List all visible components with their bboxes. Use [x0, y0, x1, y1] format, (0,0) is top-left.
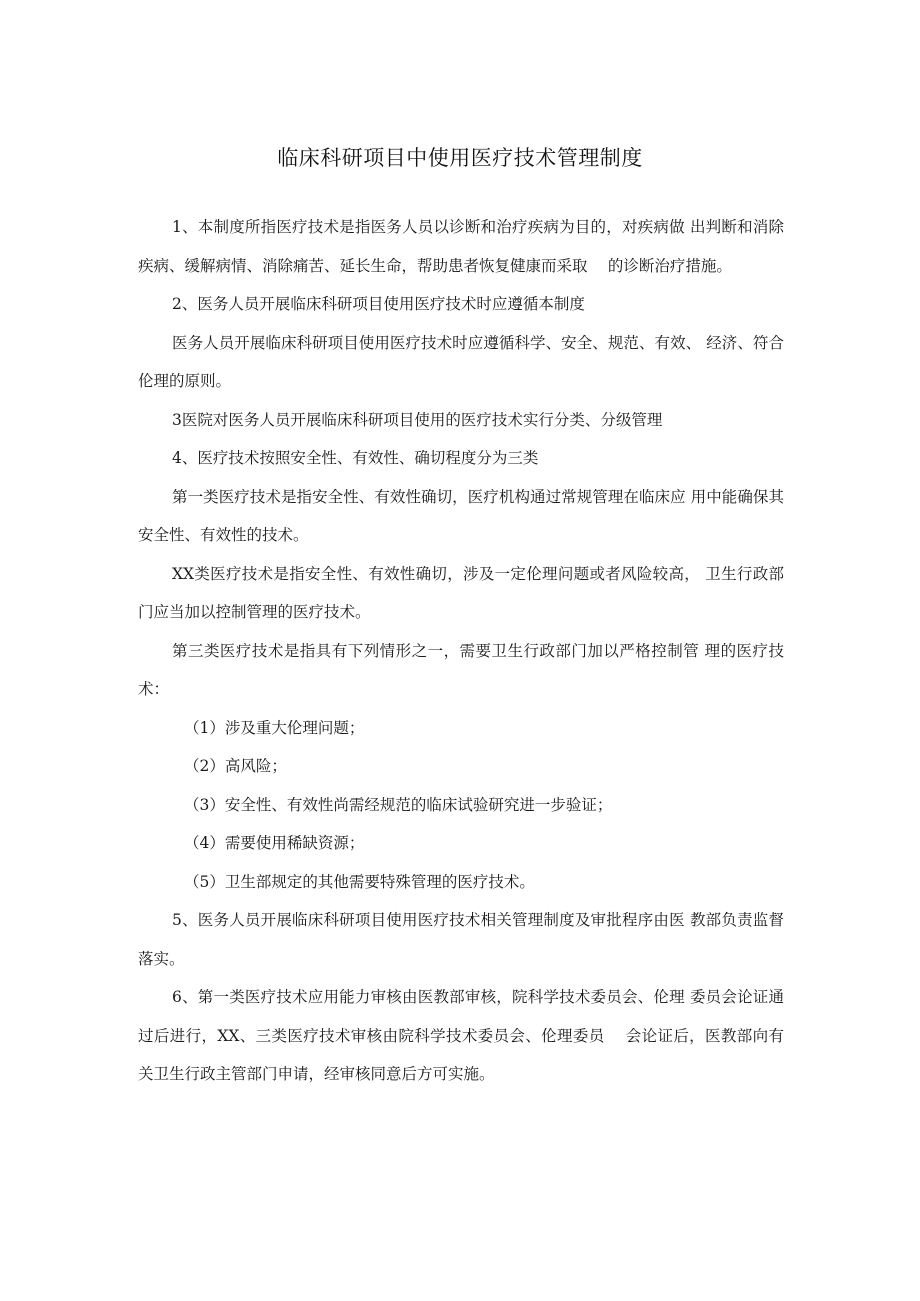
document-body: [138, 208, 784, 1094]
paragraph-principles: 医务人员开展临床科研项目使用医疗技术时应遵循科学、安全、规范、有效、 经济、符合伦理的原则。: [138, 333, 784, 390]
paragraph-rule-2: 2、医务人员开展临床科研项目使用医疗技术时应遵循本制度: [172, 295, 585, 313]
paragraph-class-2: XX类医疗技术是指安全性、有效性确切，涉及一定伦理问题或者风险较高， 卫生行政部门应当加以控制管理的医疗技术。: [138, 564, 784, 621]
list-item: （5）卫生部规定的其他需要特殊管理的医疗技术。: [184, 872, 535, 891]
paragraph-class-1: 第一类医疗技术是指安全性、有效性确切，医疗机构通过常规管理在临床应 用中能确保其安全性、有效性的技术。: [138, 487, 784, 544]
list-item: （2）高风险；: [184, 757, 287, 775]
paragraph-class-3: 第三类医疗技术是指具有下列情形之一，需要卫生行政部门加以严格控制管 理的医疗技术：: [138, 641, 784, 698]
paragraph-rule-3: 3医院对医务人员开展临床科研项目使用的医疗技术实行分类、分级管理: [172, 410, 663, 429]
list-item: （3）安全性、有效性尚需经规范的临床试验研究进一步验证；: [184, 795, 613, 814]
list-item: （1）涉及重大伦理问题；: [184, 718, 365, 737]
document-title: 临床科研项目中使用医疗技术管理制度: [277, 146, 643, 170]
list-item: （4）需要使用稀缺资源；: [184, 834, 365, 852]
paragraph-rule-6: 6、第一类医疗技术应用能力审核由医教部审核，院科学技术委员会、伦理 委员会论证通过后进行，XX、三类医疗技术审核由院科学技术委员会、伦理委员 会论证后，医教部向有关卫生行政主管部门申请，经审核同意后方可实施。: [138, 988, 784, 1083]
paragraph-rule-4: 4、医疗技术按照安全性、有效性、确切程度分为三类: [172, 449, 539, 467]
paragraph-scope: 1、本制度所指医疗技术是指医务人员以诊断和治疗疾病为目的，对疾病做 出判断和消除疾病、缓解病情、消除痛苦、延长生命，帮助患者恢复健康而采取 的诊断治疗措施。: [138, 218, 784, 275]
paragraph-rule-5: 5、医务人员开展临床科研项目使用医疗技术相关管理制度及审批程序由医 教部负责监督落实。: [138, 911, 784, 968]
